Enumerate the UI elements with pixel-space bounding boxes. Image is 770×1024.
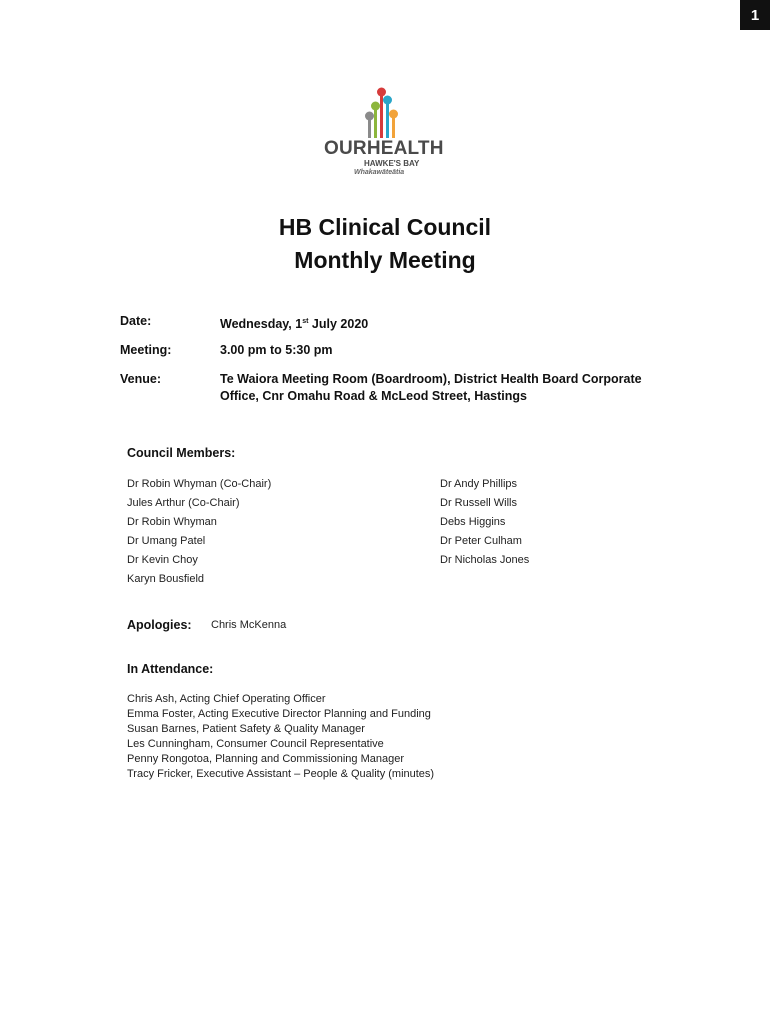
attendee: Chris Ash, Acting Chief Operating Officer <box>127 693 326 705</box>
meeting-time-value: 3.00 pm to 5:30 pm <box>220 343 333 357</box>
attendance-list <box>127 692 434 782</box>
council-member: Jules Arthur (Co-Chair) <box>127 497 240 509</box>
council-member: Dr Peter Culham <box>440 535 522 547</box>
venue-value <box>220 371 660 405</box>
attendee: Penny Rongotoa, Planning and Commissioning Manager <box>127 753 405 765</box>
venue-line-2: Office, Cnr Omahu Road & McLeod Street, Hastings <box>220 389 527 403</box>
council-members-heading: Council Members: <box>127 446 236 460</box>
apologies-value: Chris McKenna <box>211 619 287 631</box>
council-member: Dr Kevin Choy <box>127 554 198 566</box>
attendance-heading: In Attendance: <box>127 662 214 676</box>
document-title: HB Clinical Council <box>278 214 492 240</box>
apologies-label: Apologies: <box>127 618 192 632</box>
attendee: Susan Barnes, Patient Safety & Quality Manager <box>127 723 365 735</box>
page-number-badge: 1 <box>740 0 770 30</box>
date-value: Wednesday, 1st July 2020 <box>220 317 369 332</box>
attendee: Emma Foster, Acting Executive Director Planning and Funding <box>127 708 431 720</box>
attendee: Les Cunningham, Consumer Council Representative <box>127 738 384 750</box>
document-subtitle: Monthly Meeting <box>294 247 476 273</box>
council-member: Karyn Bousfield <box>127 573 205 585</box>
council-member: Dr Umang Patel <box>127 535 206 547</box>
council-member: Dr Andy Phillips <box>440 478 518 490</box>
council-member: Dr Russell Wills <box>440 497 517 509</box>
logo-subtitle: HAWKE'S BAY <box>364 159 420 168</box>
meeting-label: Meeting: <box>120 343 172 357</box>
logo-tagline: Whakawāteātia <box>354 169 405 176</box>
venue-label: Venue: <box>120 372 161 386</box>
council-member: Dr Robin Whyman (Co-Chair) <box>127 478 272 490</box>
ourhealth-logo <box>318 86 450 180</box>
council-member: Dr Robin Whyman <box>127 516 217 528</box>
logo-wordmark: OURHEALTH <box>324 138 444 159</box>
logo-stems-icon <box>364 86 410 140</box>
council-member: Dr Nicholas Jones <box>440 554 530 566</box>
venue-line-1: Te Waiora Meeting Room (Boardroom), District Health Board Corporate <box>220 372 642 386</box>
date-label: Date: <box>120 314 152 328</box>
attendee: Tracy Fricker, Executive Assistant – People & Quality (minutes) <box>127 768 435 780</box>
council-member: Debs Higgins <box>440 516 506 528</box>
